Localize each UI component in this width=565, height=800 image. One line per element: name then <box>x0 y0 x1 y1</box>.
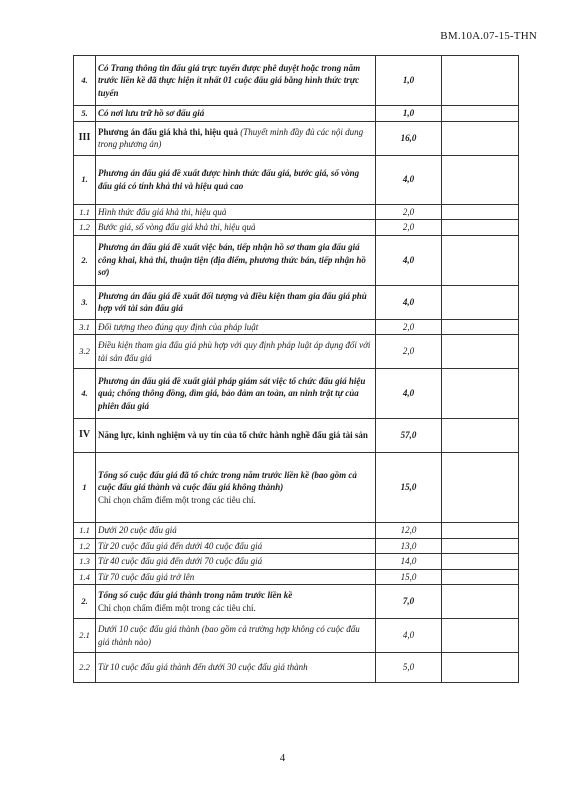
row-number: 4. <box>74 369 96 419</box>
row-number: 1.4 <box>74 569 96 585</box>
awarded-score-cell <box>442 285 519 319</box>
criterion-content <box>96 538 376 554</box>
max-score: 2,0 <box>376 220 442 236</box>
table-row <box>74 369 519 419</box>
criterion-content <box>96 220 376 236</box>
criterion-content <box>96 619 376 653</box>
max-score: 4,0 <box>376 619 442 653</box>
table-row <box>74 538 519 554</box>
criterion-text: Từ 10 cuộc đấu giá thành đến dưới 30 cuộc đấu giá thành <box>98 662 308 673</box>
scoring-table-body <box>74 56 519 683</box>
page-number: 4 <box>279 752 286 764</box>
max-score: 57,0 <box>376 419 442 453</box>
criterion-text: Hình thức đấu giá khả thi, hiệu quả <box>98 206 227 217</box>
row-number: 4. <box>74 56 96 106</box>
criterion-content <box>96 585 376 619</box>
row-number: 1.3 <box>74 554 96 570</box>
max-score: 4,0 <box>376 369 442 419</box>
table-row <box>74 453 519 523</box>
max-score: 13,0 <box>376 538 442 554</box>
criterion-text: Có nơi lưu trữ hồ sơ đấu giá <box>98 108 205 118</box>
criterion-content <box>96 653 376 683</box>
awarded-score-cell <box>442 319 519 335</box>
max-score: 4,0 <box>376 155 442 204</box>
table-row <box>74 619 519 653</box>
awarded-score-cell <box>442 106 519 122</box>
row-number: IV <box>74 419 96 453</box>
criterion-content <box>96 56 376 106</box>
row-number: 1.1 <box>74 523 96 539</box>
criterion-text: Điều kiện tham gia đấu giá phù hợp với quy định pháp luật áp dụng đối với tài sản đấu giá <box>98 340 371 363</box>
row-number: 3. <box>74 285 96 319</box>
awarded-score-cell <box>442 585 519 619</box>
max-score: 5,0 <box>376 653 442 683</box>
criterion-text: Năng lực, kinh nghiệm và uy tín của tổ chức hành nghề đấu giá tài sản <box>98 430 368 441</box>
criterion-content <box>96 369 376 419</box>
criterion-text: Dưới 10 cuộc đấu giá thành (bao gồm cả trường hợp không có cuộc đấu giá thành nào) <box>98 624 360 647</box>
awarded-score-cell <box>442 155 519 204</box>
awarded-score-cell <box>442 220 519 236</box>
row-number: 1.1 <box>74 204 96 220</box>
document-code: BM.10A.07-15-THN <box>440 30 537 42</box>
criterion-content <box>96 569 376 585</box>
criterion-text: Từ 70 cuộc đấu giá trở lên <box>98 571 195 582</box>
awarded-score-cell <box>442 121 519 155</box>
row-number: 2.1 <box>74 619 96 653</box>
table-row <box>74 121 519 155</box>
awarded-score-cell <box>442 369 519 419</box>
table-row <box>74 554 519 570</box>
criterion-content <box>96 554 376 570</box>
awarded-score-cell <box>442 538 519 554</box>
max-score: 4,0 <box>376 235 442 285</box>
criterion-text: Phương án đấu giá đề xuất việc bán, tiếp nhận hồ sơ tham gia đấu giá công khai, khả thi, thuận tiện (địa điểm, phương thức bán, tiếp nhận hồ sơ) <box>98 242 366 278</box>
table-row <box>74 204 519 220</box>
awarded-score-cell <box>442 335 519 369</box>
awarded-score-cell <box>442 453 519 523</box>
max-score: 2,0 <box>376 319 442 335</box>
awarded-score-cell <box>442 56 519 106</box>
table-row <box>74 523 519 539</box>
max-score: 2,0 <box>376 204 442 220</box>
max-score: 2,0 <box>376 335 442 369</box>
awarded-score-cell <box>442 569 519 585</box>
max-score: 15,0 <box>376 453 442 523</box>
awarded-score-cell <box>442 523 519 539</box>
row-number: III <box>74 121 96 155</box>
criterion-text: Chỉ chọn chấm điểm một trong các tiêu chí. <box>98 494 256 505</box>
table-row <box>74 653 519 683</box>
max-score: 1,0 <box>376 56 442 106</box>
table-row <box>74 56 519 106</box>
criterion-text: Từ 20 cuộc đấu giá đến dưới 40 cuộc đấu giá <box>98 540 263 551</box>
criterion-content <box>96 155 376 204</box>
awarded-score-cell <box>442 235 519 285</box>
awarded-score-cell <box>442 419 519 453</box>
max-score: 1,0 <box>376 106 442 122</box>
row-number: 1. <box>74 155 96 204</box>
criterion-text: Tổng số cuộc đấu giá thành trong năm trước liền kề <box>98 590 293 600</box>
row-number: 2. <box>74 585 96 619</box>
row-number: 2.2 <box>74 653 96 683</box>
row-number: 3.2 <box>74 335 96 369</box>
max-score: 15,0 <box>376 569 442 585</box>
scoring-table <box>73 55 519 683</box>
criterion-text: Phương án đấu giá đề xuất đối tượng và điều kiện tham gia đấu giá phù hợp với tài sản đấu giá <box>98 290 367 313</box>
criterion-text: Tổng số cuộc đấu giá đã tổ chức trong năm trước liền kề (bao gồm cả cuộc đấu giá thành và cuộc đấu giá không thành) <box>98 469 357 493</box>
table-row <box>74 106 519 122</box>
criterion-content <box>96 121 376 155</box>
criterion-text: Dưới 20 cuộc đấu giá <box>98 525 177 535</box>
row-number: 1 <box>74 453 96 523</box>
criterion-content <box>96 523 376 539</box>
row-number: 2. <box>74 235 96 285</box>
table-row <box>74 419 519 453</box>
table-row <box>74 155 519 204</box>
row-number: 3.1 <box>74 319 96 335</box>
criterion-text: Từ 40 cuộc đấu giá đến dưới 70 cuộc đấu giá <box>98 556 263 566</box>
criterion-content <box>96 285 376 319</box>
row-number: 1.2 <box>74 220 96 236</box>
criterion-content <box>96 319 376 335</box>
table-row <box>74 285 519 319</box>
awarded-score-cell <box>442 204 519 220</box>
criterion-content <box>96 419 376 453</box>
row-number: 1.2 <box>74 538 96 554</box>
criterion-content <box>96 335 376 369</box>
max-score: 7,0 <box>376 585 442 619</box>
max-score: 4,0 <box>376 285 442 319</box>
table-row <box>74 569 519 585</box>
criterion-content <box>96 235 376 285</box>
criterion-text: Phương án đấu giá đề xuất được hình thức đấu giá, bước giá, số vòng đấu giá có tính khả thi và hiệu quả cao <box>98 168 360 191</box>
criterion-text: Phương án đấu giá đề xuất giải pháp giám sát việc tổ chức đấu giá hiệu quả; chống thông đồng, dìm giá, bảo đảm an toàn, an ninh trật tự của phiên đấu giá <box>98 375 366 411</box>
criterion-content <box>96 106 376 122</box>
criterion-text: Đối tượng theo đúng quy định của pháp luật <box>98 321 259 332</box>
criterion-text: Chỉ chọn chấm điểm một trong các tiêu chí. <box>98 602 256 613</box>
criterion-text: Có Trang thông tin đấu giá trực tuyến được phê duyệt hoặc trong năm trước liền kề đã thực hiện ít nhất 01 cuộc đấu giá bằng hình thức trực tuyến <box>98 62 361 98</box>
table-row <box>74 319 519 335</box>
awarded-score-cell <box>442 554 519 570</box>
table-row <box>74 235 519 285</box>
table-row <box>74 585 519 619</box>
table-row <box>74 335 519 369</box>
row-number: 5. <box>74 106 96 122</box>
awarded-score-cell <box>442 653 519 683</box>
table-row <box>74 220 519 236</box>
awarded-score-cell <box>442 619 519 653</box>
criterion-content <box>96 453 376 523</box>
criterion-content <box>96 204 376 220</box>
max-score: 16,0 <box>376 121 442 155</box>
criterion-text: Bước giá, số vòng đấu giá khả thi, hiệu quả <box>98 222 256 232</box>
max-score: 14,0 <box>376 554 442 570</box>
criterion-text: Phương án đấu giá khả thi, hiệu quả <box>98 126 241 137</box>
max-score: 12,0 <box>376 523 442 539</box>
criterion-text: (Thuyết minh đầy đủ các nội dung trong phương án) <box>98 126 364 149</box>
